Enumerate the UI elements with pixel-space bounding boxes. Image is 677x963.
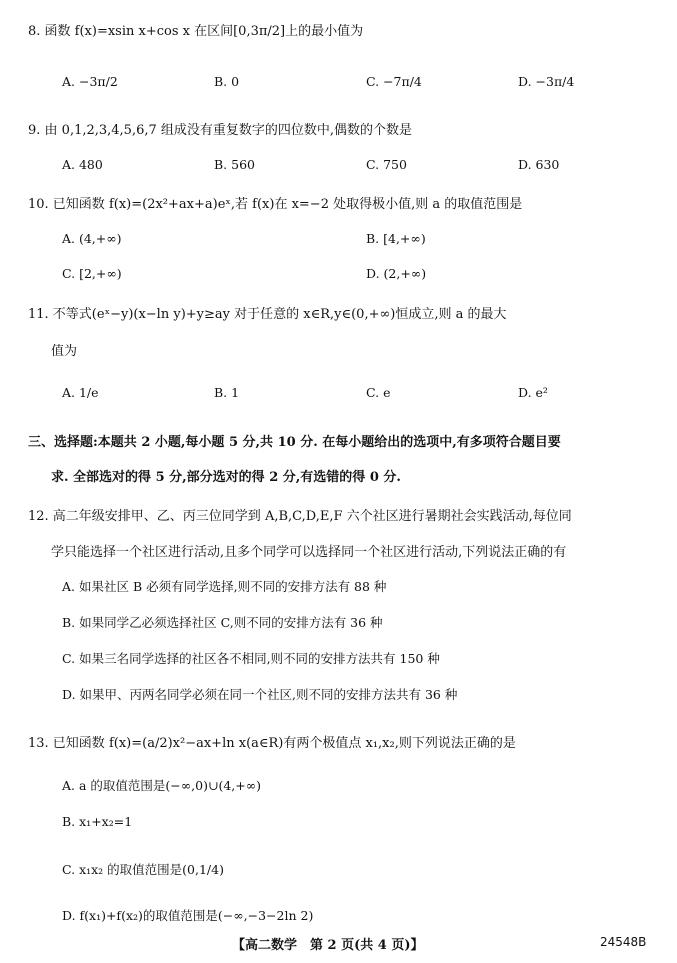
q13-option-b: B. x₁+x₂=1 (62, 814, 133, 829)
q8-stem: 8. 函数 f(x)=xsin x+cos x 在区间[0,3π/2]上的最小值为 (28, 24, 364, 39)
q10-option-c: C. [2,+∞) (62, 266, 122, 281)
q12-stem-line2: 学只能选择一个社区进行活动,且多个同学可以选择同一个社区进行活动,下列说法正确的有 (51, 545, 567, 560)
q13-option-a: A. a 的取值范围是(−∞,0)∪(4,+∞) (62, 778, 262, 793)
q13-option-d: D. f(x₁)+f(x₂)的取值范围是(−∞,−3−2ln 2) (62, 908, 314, 923)
q9-option-b: B. 560 (214, 157, 255, 172)
q13-stem: 13. 已知函数 f(x)=(a/2)x²−ax+ln x(a∈R)有两个极值点 x₁,x₂,则下列说法正确的是 (28, 736, 516, 751)
q8-option-c: C. −7π/4 (366, 74, 422, 89)
q8-option-a: A. −3π/2 (62, 74, 118, 89)
section3-heading-line2: 求. 全部选对的得 5 分,部分选对的得 2 分,有选错的得 0 分. (51, 470, 401, 485)
q11-stem-line1: 11. 不等式(eˣ−y)(x−ln y)+y≥ay 对于任意的 x∈R,y∈(0,+∞)恒成立,则 a 的最大 (28, 307, 507, 322)
q13-option-c: C. x₁x₂ 的取值范围是(0,1/4) (62, 862, 224, 877)
q11-option-a: A. 1/e (62, 385, 99, 400)
q9-stem: 9. 由 0,1,2,3,4,5,6,7 组成没有重复数字的四位数中,偶数的个数是 (28, 123, 413, 138)
q12-option-d: D. 如果甲、丙两名同学必须在同一个社区,则不同的安排方法共有 36 种 (62, 687, 458, 702)
q10-option-d: D. (2,+∞) (366, 266, 427, 281)
q10-option-a: A. (4,+∞) (62, 231, 122, 246)
q11-option-c: C. e (366, 385, 391, 400)
q9-option-c: C. 750 (366, 157, 407, 172)
q11-option-b: B. 1 (214, 385, 240, 400)
q9-option-a: A. 480 (62, 157, 103, 172)
q11-option-d: D. e² (518, 385, 548, 400)
q12-stem-line1: 12. 高二年级安排甲、乙、丙三位同学到 A,B,C,D,E,F 六个社区进行暑期社会实践活动,每位同 (28, 509, 572, 524)
q11-stem-line2: 值为 (51, 344, 78, 359)
page-footer-code: 24548B (600, 935, 647, 949)
section3-heading-line1: 三、选择题:本题共 2 小题,每小题 5 分,共 10 分. 在每小题给出的选项中,有多项符合题目要 (28, 435, 561, 450)
q9-option-d: D. 630 (518, 157, 560, 172)
q8-option-d: D. −3π/4 (518, 74, 575, 89)
q10-stem: 10. 已知函数 f(x)=(2x²+ax+a)eˣ,若 f(x)在 x=−2 处取得极小值,则 a 的取值范围是 (28, 197, 523, 212)
q12-option-a: A. 如果社区 B 必须有同学选择,则不同的安排方法有 88 种 (62, 579, 387, 594)
page-footer-title: 【高二数学 第 2 页(共 4 页)】 (232, 938, 424, 953)
q12-option-b: B. 如果同学乙必须选择社区 C,则不同的安排方法有 36 种 (62, 615, 383, 630)
q12-option-c: C. 如果三名同学选择的社区各不相同,则不同的安排方法共有 150 种 (62, 651, 440, 666)
q8-option-b: B. 0 (214, 74, 240, 89)
q10-option-b: B. [4,+∞) (366, 231, 426, 246)
